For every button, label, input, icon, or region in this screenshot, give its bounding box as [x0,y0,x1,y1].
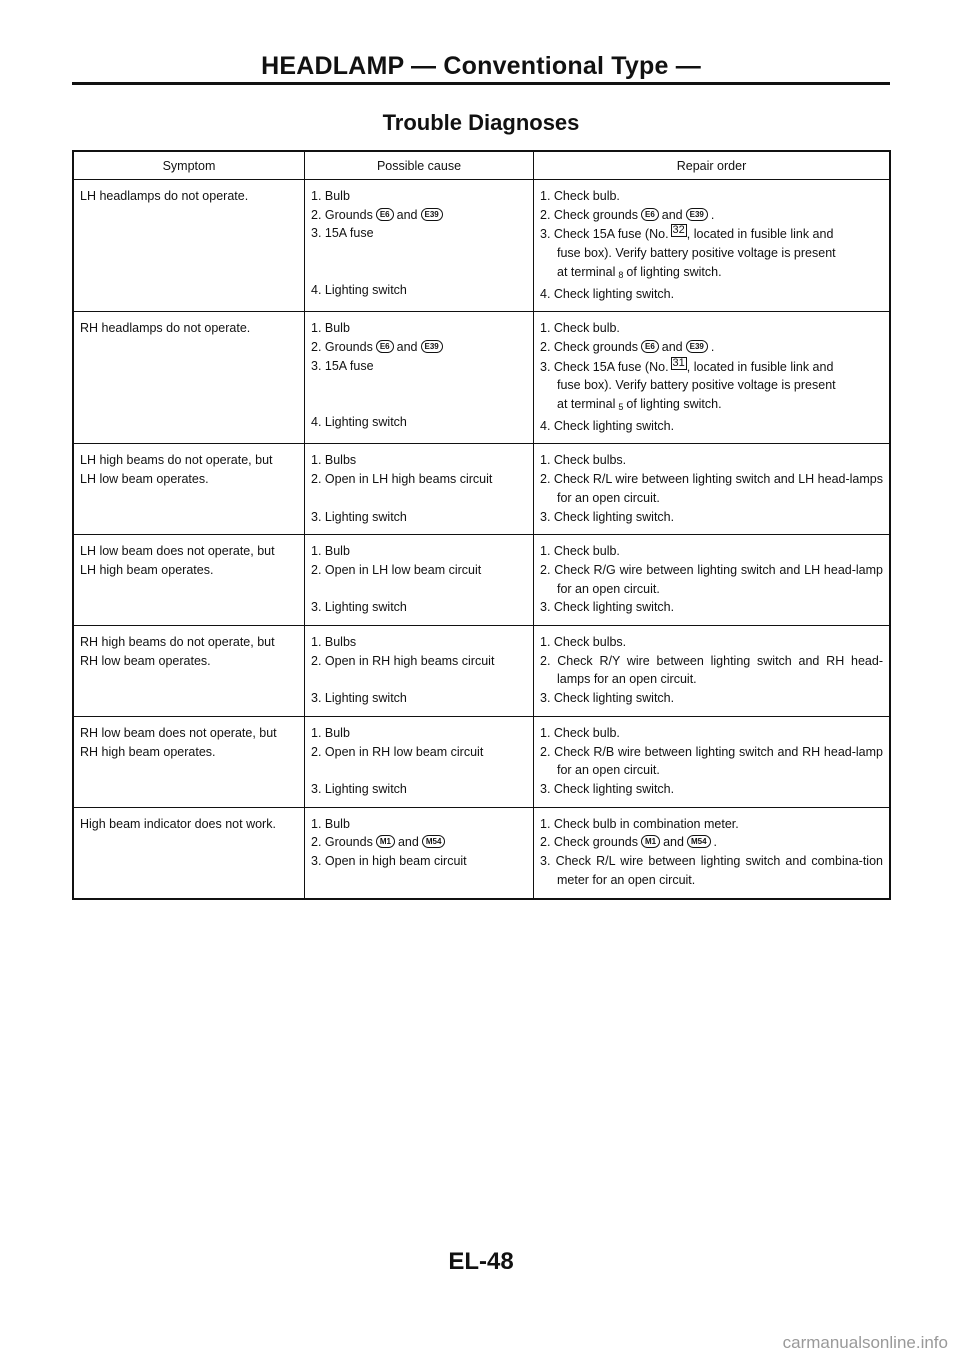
repair-line: 3. Check lighting switch. [540,781,675,796]
symptom-text: RH low beam operates. [80,653,211,668]
ground-connector-badge: M54 [422,835,446,848]
repair-line: 3. Check R/L wire between lighting switch and combina-tion meter for an open circuit. [540,854,883,887]
fuse-location-text: , located in fusible link and [686,227,834,242]
symptom-cell [73,312,305,444]
table-row [73,180,890,312]
repair-line-grounds [540,206,883,225]
and-text: and [396,207,418,222]
cause-line: 2. Open in RH low beam circuit [311,744,484,759]
terminal-number: 5 [618,402,624,413]
column-header-possible-cause: Possible cause [305,151,534,180]
section-title: Trouble Diagnoses [382,110,580,135]
page-number: EL-48 [448,1248,514,1275]
symptom-text: High beam indicator does not work. [80,816,276,831]
repair-cell [534,807,891,898]
repair-line: 4. Check lighting switch. [540,286,675,301]
cause-line: 2. Open in RH high beams circuit [311,653,495,668]
repair-line-terminal [540,395,883,417]
cause-line: 3. Lighting switch [311,691,407,706]
repair-line: 1. Check bulb. [540,189,620,203]
cause-line: 3. Open in high beam circuit [311,854,467,869]
cause-line: 2. Open in LH low beam circuit [311,562,482,577]
period-text: . [710,339,715,354]
cause-line: 4. Lighting switch [311,282,407,297]
repair-line: 3. Check lighting switch. [540,691,675,706]
cause-cell [305,626,534,717]
table-row [73,444,890,535]
cause-line-grounds [311,833,527,852]
cause-grounds-text: 2. Grounds [311,339,373,354]
table-row [73,716,890,807]
symptom-text: LH headlamps do not operate. [80,189,249,203]
period-text: . [710,207,715,222]
repair-line-fuse [540,357,883,377]
ground-connector-badge: M1 [376,835,395,848]
repair-line-grounds [540,338,883,357]
fuse-text: 3. Check 15A fuse (No. [540,359,669,374]
cause-line: 4. Lighting switch [311,414,407,429]
ground-connector-badge: M1 [641,835,660,848]
cause-line: 1. Bulb [311,321,350,336]
symptom-cell [73,626,305,717]
cause-line: 3. Lighting switch [311,509,407,524]
symptom-text: LH low beam operates. [80,472,209,487]
repair-cell [534,444,891,535]
symptom-text: LH high beam operates. [80,562,214,577]
column-header-repair-order: Repair order [534,151,891,180]
repair-line: 2. Check R/G wire between lighting switch and LH head-lamp for an open circuit. [540,562,883,596]
symptom-text: RH high beams do not operate, but [80,635,275,650]
table-header-row [73,151,890,180]
symptom-cell [73,535,305,626]
repair-line: 1. Check bulb. [540,544,620,559]
ground-connector-badge: E39 [421,208,443,221]
column-header-symptom: Symptom [73,151,305,180]
repair-line: 1. Check bulb. [540,725,620,740]
repair-line-fuse [540,224,883,244]
terminal-number: 8 [618,269,624,280]
repair-line: 2. Check R/L wire between lighting switch and LH head-lamps for an open circuit. [540,472,883,505]
repair-line-continued: fuse box). Verify battery positive voltage is present [557,378,836,393]
repair-line: 4. Check lighting switch. [540,418,675,433]
symptom-text: RH low beam does not operate, but [80,725,277,740]
header-divider [72,82,890,85]
table-row [73,312,890,444]
repair-cell [534,716,891,807]
cause-line: 3. Lighting switch [311,781,407,796]
repair-cell [534,535,891,626]
ground-connector-badge: E39 [421,340,443,353]
repair-grounds-text: 2. Check grounds [540,835,638,850]
repair-line: 2. Check R/B wire between lighting switch and RH head-lamp for an open circuit. [540,744,883,778]
cause-cell [305,807,534,898]
table-row [73,535,890,626]
fuse-location-text: , located in fusible link and [686,359,834,374]
terminal-text: at terminal [557,264,616,279]
repair-cell [534,180,891,312]
repair-line-continued: fuse box). Verify battery positive voltage is present [557,246,836,261]
and-text: and [661,207,683,222]
table-row [73,807,890,898]
cause-line-grounds [311,206,527,225]
symptom-text: RH headlamps do not operate. [80,321,251,336]
watermark-text: carmanualsonline.info [782,1333,948,1352]
cause-line: 1. Bulb [311,189,350,203]
repair-line-grounds [540,833,883,852]
symptom-text: RH high beam operates. [80,744,216,759]
and-text: and [396,339,418,354]
trouble-diagnoses-table [72,150,891,900]
cause-line: 3. 15A fuse [311,358,374,373]
cause-cell [305,444,534,535]
repair-line: 2. Check R/Y wire between lighting switch and RH head-lamps for an open circuit. [540,653,883,687]
ground-connector-badge: E39 [686,208,708,221]
cause-cell [305,535,534,626]
table-row [73,626,890,717]
cause-line: 3. Lighting switch [311,600,407,615]
repair-line-terminal [540,263,883,285]
repair-cell [534,312,891,444]
repair-line: 3. Check lighting switch. [540,509,675,524]
ground-connector-badge: E39 [686,340,708,353]
repair-grounds-text: 2. Check grounds [540,207,638,222]
page-header-title: HEADLAMP — Conventional Type — [261,52,701,80]
period-text: . [713,835,718,850]
cause-grounds-text: 2. Grounds [311,207,373,222]
terminal-text: at terminal [557,397,616,412]
cause-line: 1. Bulb [311,544,350,559]
ground-connector-badge: M54 [687,835,711,848]
fuse-number-box: 31 [672,356,685,369]
ground-connector-badge: E6 [376,208,394,221]
ground-connector-badge: E6 [641,208,659,221]
fuse-number-box: 32 [672,224,685,237]
cause-line: 1. Bulbs [311,635,357,650]
cause-line: 1. Bulb [311,816,350,831]
and-text: and [397,835,419,850]
symptom-text: LH low beam does not operate, but [80,544,275,559]
repair-line: 1. Check bulb in combination meter. [540,816,739,831]
cause-line: 1. Bulbs [311,453,357,468]
repair-line: 1. Check bulb. [540,321,620,336]
and-text: and [663,835,684,850]
cause-line-grounds [311,338,527,357]
cause-line: 2. Open in LH high beams circuit [311,472,493,487]
and-text: and [661,339,683,354]
fuse-text: 3. Check 15A fuse (No. [540,227,669,242]
symptom-cell [73,807,305,898]
repair-cell [534,626,891,717]
terminal-suffix-text: of lighting switch. [626,397,722,412]
ground-connector-badge: E6 [641,340,659,353]
repair-line: 3. Check lighting switch. [540,600,675,615]
repair-line: 1. Check bulbs. [540,453,627,468]
cause-cell [305,180,534,312]
cause-cell [305,312,534,444]
symptom-text: LH high beams do not operate, but [80,453,273,468]
cause-cell [305,716,534,807]
symptom-cell [73,180,305,312]
symptom-cell [73,716,305,807]
repair-grounds-text: 2. Check grounds [540,339,638,354]
symptom-cell [73,444,305,535]
cause-line: 3. 15A fuse [311,226,374,241]
terminal-suffix-text: of lighting switch. [626,264,722,279]
repair-line: 1. Check bulbs. [540,635,627,650]
cause-line: 1. Bulb [311,725,350,740]
ground-connector-badge: E6 [376,340,394,353]
cause-grounds-text: 2. Grounds [311,835,373,850]
